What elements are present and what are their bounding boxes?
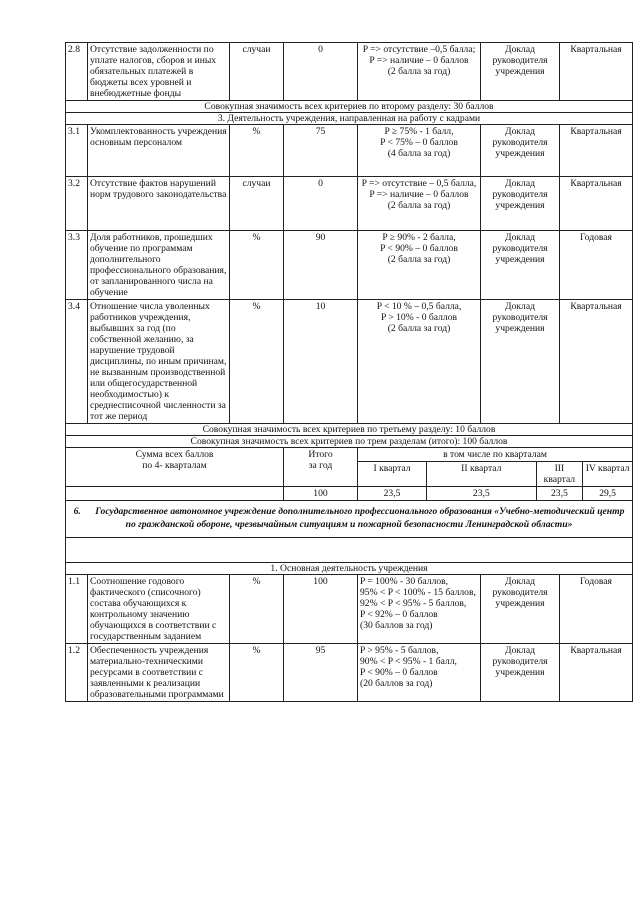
institution-title: Государственное автономное учреждение дополнительного профессионального образования «Учебно-методический центр по гражданской обороне, чрезвычайным ситуациям и пожарной безопасности Ленинградской области» xyxy=(95,506,625,530)
spacer-row xyxy=(66,538,633,563)
by-quarters-label: в том числе по кварталам xyxy=(358,448,633,462)
value: 95 xyxy=(284,644,358,702)
section-1-heading: 1. Основная деятельность учреждения xyxy=(66,563,633,575)
report-form: Доклад руководителя учреждения xyxy=(481,300,560,424)
quarter-4-value: 29,5 xyxy=(583,487,632,500)
unit: случаи xyxy=(230,177,284,231)
empty-cell xyxy=(66,487,284,501)
sum-all-label: Сумма всех баллов по 4- кварталам xyxy=(66,448,284,487)
value: 90 xyxy=(284,231,358,300)
table-row xyxy=(66,177,633,231)
table-row xyxy=(66,125,633,177)
summary-row xyxy=(66,101,633,113)
quarter-values-subtable xyxy=(358,487,632,500)
year-total-label: Итого за год xyxy=(284,448,358,487)
criterion-name: Обеспеченность учреждения материально-техническими ресурсами в соответствии с заявленными к реализации образовательными программами xyxy=(88,644,230,702)
table-row xyxy=(66,300,633,424)
row-number: 3.2 xyxy=(66,177,88,231)
periodicity: Квартальная xyxy=(560,43,633,101)
value: 0 xyxy=(284,43,358,101)
scoring: P > 95% - 5 баллов, 90% < P < 95% - 1 балл, P < 90% – 0 баллов (20 баллов за год) xyxy=(358,644,481,702)
report-form: Доклад руководителя учреждения xyxy=(481,43,560,101)
unit: % xyxy=(230,231,284,300)
quarter-3-label: III квартал xyxy=(536,462,583,486)
quarter-subtable xyxy=(358,462,632,486)
periodicity: Квартальная xyxy=(560,300,633,424)
section-heading-row xyxy=(66,563,633,575)
periodicity: Квартальная xyxy=(560,644,633,702)
summary-row xyxy=(66,436,633,448)
row-number: 3.3 xyxy=(66,231,88,300)
unit: % xyxy=(230,644,284,702)
institution-number: 6. xyxy=(73,506,81,517)
unit: случаи xyxy=(230,43,284,101)
value: 10 xyxy=(284,300,358,424)
row-number: 3.4 xyxy=(66,300,88,424)
unit: % xyxy=(230,575,284,644)
scoring: P => отсутствие –0,5 балла; P => наличие – 0 баллов (2 балла за год) xyxy=(358,43,481,101)
unit: % xyxy=(230,125,284,177)
section-heading-row xyxy=(66,113,633,125)
scoring: P < 10 % – 0,5 балла, P > 10% - 0 баллов (2 балла за год) xyxy=(358,300,481,424)
institution-heading xyxy=(66,501,633,538)
report-form: Доклад руководителя учреждения xyxy=(481,177,560,231)
table-row xyxy=(66,644,633,702)
row-number: 1.1 xyxy=(66,575,88,644)
section-3-heading: 3. Деятельность учреждения, направленная на работу с кадрами xyxy=(66,113,633,125)
report-form: Доклад руководителя учреждения xyxy=(481,644,560,702)
table-row xyxy=(66,231,633,300)
quarter-1-value: 23,5 xyxy=(358,487,427,500)
summary-row xyxy=(66,424,633,436)
quarter-3-value: 23,5 xyxy=(536,487,583,500)
row-number: 2.8 xyxy=(66,43,88,101)
year-total-value: 100 xyxy=(284,487,358,501)
criterion-name: Отсутствие задолженности по уплате налогов, сборов и иных обязательных платежей в бюджеты всех уровней и внебюджетные фонды xyxy=(88,43,230,101)
criterion-name: Отношение числа уволенных работников учреждения, выбывших за год (по собственной желанию, за нарушение трудовой дисциплины, по иным причинам, не вызванным производственной или общегосударственной необходимостью) к среднесписочной численности за тот же период xyxy=(88,300,230,424)
scoring: P ≥ 75% - 1 балл, P < 75% – 0 баллов (4 балла за год) xyxy=(358,125,481,177)
criterion-name: Отсутствие фактов нарушений норм трудового законодательства xyxy=(88,177,230,231)
row-number: 1.2 xyxy=(66,644,88,702)
periodicity: Квартальная xyxy=(560,125,633,177)
quarter-header-row xyxy=(66,448,633,462)
quarter-4-label: IV квартал xyxy=(583,462,632,486)
institution-heading-row xyxy=(66,501,633,538)
document-page xyxy=(65,42,632,702)
periodicity: Квартальная xyxy=(560,177,633,231)
quarter-1-label: I квартал xyxy=(358,462,427,486)
spacer-cell xyxy=(66,538,633,563)
scoring: P ≥ 90% - 2 балла, P < 90% – 0 баллов (2 балла за год) xyxy=(358,231,481,300)
value: 100 xyxy=(284,575,358,644)
row-number: 3.1 xyxy=(66,125,88,177)
table-row xyxy=(66,575,633,644)
criteria-table xyxy=(65,42,633,702)
report-form: Доклад руководителя учреждения xyxy=(481,575,560,644)
quarter-2-value: 23,5 xyxy=(427,487,537,500)
scoring: P = 100% - 30 баллов, 95% < P < 100% - 15 баллов, 92% < P < 95% - 5 баллов, P < 92% – 0 баллов (30 баллов за год) xyxy=(358,575,481,644)
periodicity: Годовая xyxy=(560,575,633,644)
criterion-name: Доля работников, прошедших обучение по программам дополнительного профессионального образования, от запланированного числа на обучение xyxy=(88,231,230,300)
criterion-name: Укомплектованность учреждения основным персоналом xyxy=(88,125,230,177)
quarter-2-label: II квартал xyxy=(427,462,537,486)
unit: % xyxy=(230,300,284,424)
report-form: Доклад руководителя учреждения xyxy=(481,231,560,300)
quarter-values-row xyxy=(66,487,633,501)
summary-section-3: Совокупная значимость всех критериев по третьему разделу: 10 баллов xyxy=(66,424,633,436)
scoring: P => отсутствие – 0,5 балла, P => наличие – 0 баллов (2 балла за год) xyxy=(358,177,481,231)
periodicity: Годовая xyxy=(560,231,633,300)
value: 75 xyxy=(284,125,358,177)
criterion-name: Соотношение годового фактического (списочного) состава обучающихся к контрольному значению обучающихся в соответствии с государственным заданием xyxy=(88,575,230,644)
report-form: Доклад руководителя учреждения xyxy=(481,125,560,177)
table-row xyxy=(66,43,633,101)
summary-section-2: Совокупная значимость всех критериев по второму разделу: 30 баллов xyxy=(66,101,633,113)
summary-total: Совокупная значимость всех критериев по трем разделам (итого): 100 баллов xyxy=(66,436,633,448)
value: 0 xyxy=(284,177,358,231)
